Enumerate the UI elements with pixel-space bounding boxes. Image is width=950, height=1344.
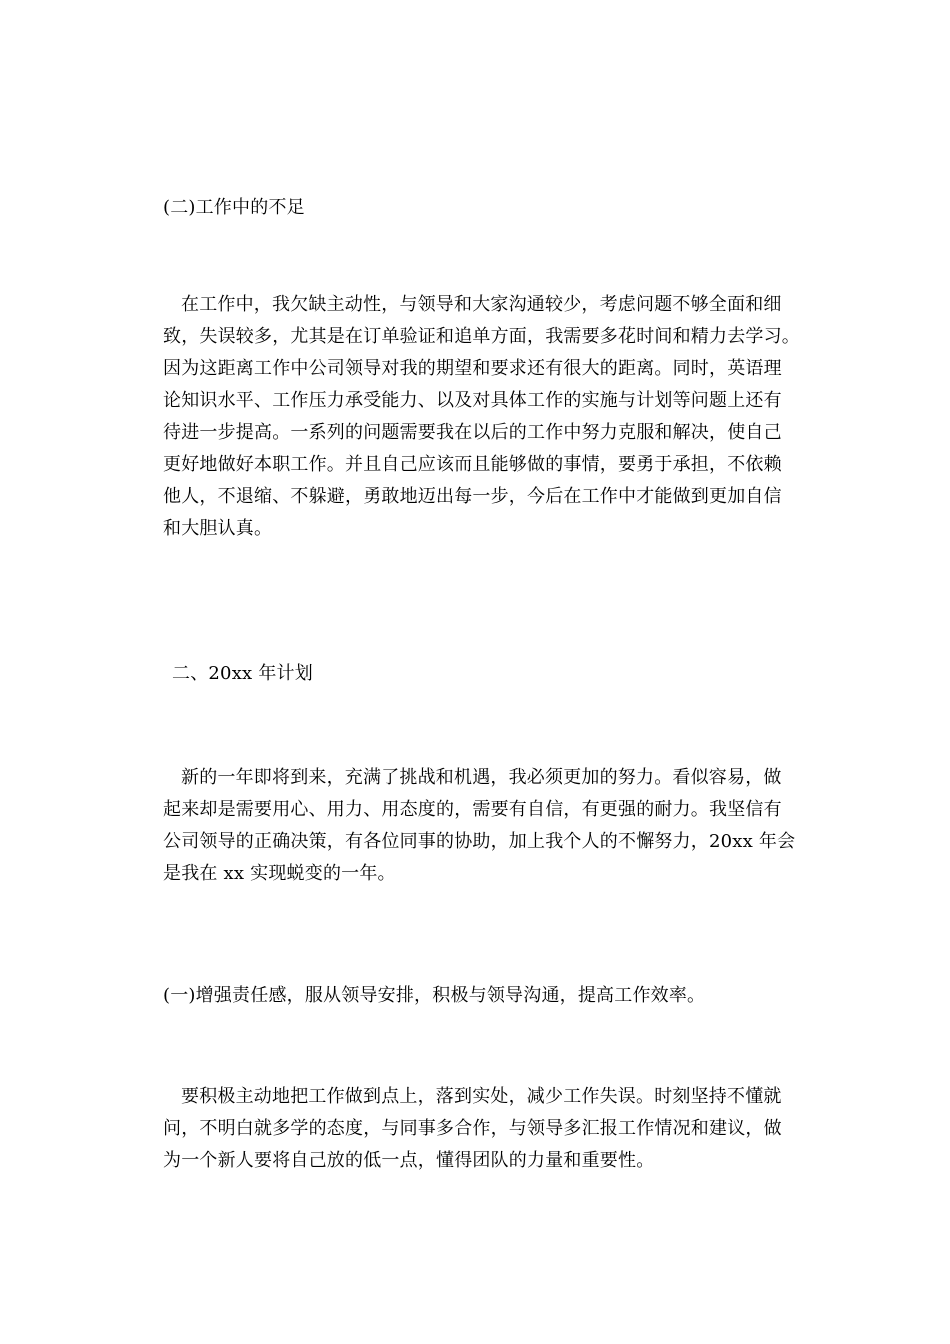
paragraph-line: 因为这距离工作中公司领导对我的期望和要求还有很大的距离。同时，英语理 (163, 358, 782, 379)
paragraph-line: 要积极主动地把工作做到点上，落到实处，减少工作失误。时刻坚持不懂就 (181, 1086, 782, 1107)
paragraph-line: 起来却是需要用心、用力、用态度的，需要有自信，有更强的耐力。我坚信有 (163, 799, 782, 820)
heading-text: (一)增强责任感，服从领导安排，积极与领导沟通，提高工作效率。 (163, 985, 706, 1006)
paragraph-line: 致，失误较多，尤其是在订单验证和追单方面，我需要多花时间和精力去学习。 (163, 326, 800, 347)
heading-text: (二)工作中的不足 (163, 197, 305, 218)
paragraph-plan (145, 762, 810, 890)
paragraph-line: 在工作中，我欠缺主动性，与领导和大家沟通较少，考虑问题不够全面和细 (181, 294, 782, 315)
paragraph-line: 为一个新人要将自己放的低一点，懂得团队的力量和重要性。 (163, 1150, 655, 1171)
section-heading-responsibility (145, 980, 810, 1012)
paragraph-line: 问，不明白就多学的态度，与同事多合作，与领导多汇报工作情况和建议，做 (163, 1118, 782, 1139)
paragraph-line: 论知识水平、工作压力承受能力、以及对具体工作的实施与计划等问题上还有 (163, 390, 782, 411)
heading-text: 二、20xx 年计划 (172, 663, 313, 684)
paragraph-line: 更好地做好本职工作。并且自己应该而且能够做的事情，要勇于承担，不依赖 (163, 454, 782, 475)
paragraph-shortcomings (145, 289, 810, 545)
section-heading-plan (145, 658, 810, 690)
section-heading-shortcomings (145, 192, 810, 224)
paragraph-line: 他人，不退缩、不躲避，勇敢地迈出每一步，今后在工作中才能做到更加自信 (163, 486, 782, 507)
paragraph-responsibility (145, 1081, 810, 1177)
paragraph-line: 和大胆认真。 (163, 518, 273, 539)
paragraph-line: 新的一年即将到来，充满了挑战和机遇，我必须更加的努力。看似容易，做 (181, 767, 782, 788)
paragraph-line: 公司领导的正确决策，有各位同事的协助，加上我个人的不懈努力，20xx 年会 (163, 831, 796, 852)
paragraph-line: 待进一步提高。一系列的问题需要我在以后的工作中努力克服和解决，使自己 (163, 422, 782, 443)
paragraph-line: 是我在 xx 实现蜕变的一年。 (163, 863, 396, 884)
